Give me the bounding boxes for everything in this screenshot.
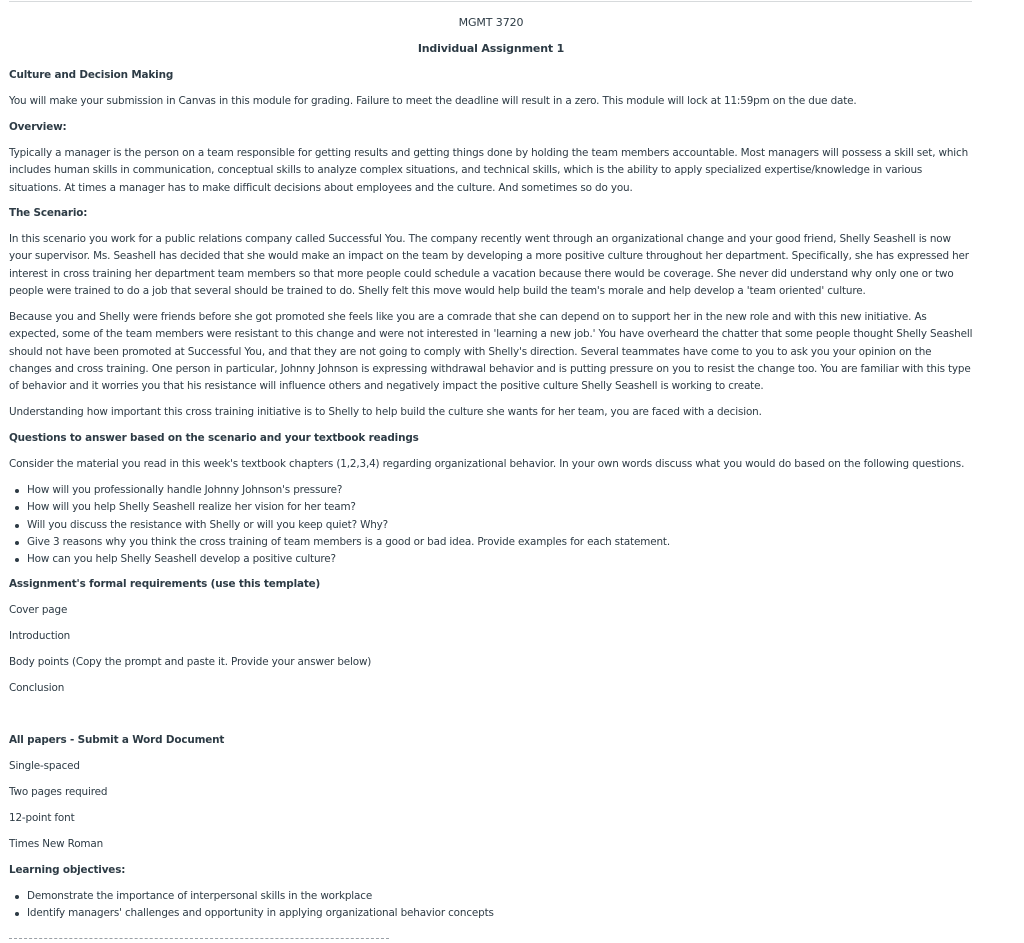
scenario-paragraph-1: In this scenario you work for a public relations company called Successful You. The company recently went through an organizational change and your good friend, Shelly Seashell is now your supervisor. Ms. Seashell has decided that she would make an impact on the team by developing a more positive culture throughout her department. Specifically, she has expressed her interest in cross training her department team members so that more people could schedule a vacation because there would be coverage. She never did understand why only one or two people were trained to do a job that several should be trained to do. Shelly felt this move would help build the team's morale and help develop a 'team oriented' culture. <box>9 233 969 297</box>
paper-spec-item: Two pages required <box>9 786 108 798</box>
requirement-item: Conclusion <box>9 682 65 694</box>
scenario-heading: The Scenario: <box>9 207 88 219</box>
overview-heading: Overview: <box>9 121 67 133</box>
culture-heading: Culture and Decision Making <box>9 69 174 81</box>
list-item: Demonstrate the importance of interpersonal skills in the workplace <box>9 888 973 905</box>
bottom-dashed-divider <box>9 938 389 939</box>
requirement-item: Introduction <box>9 630 71 642</box>
list-item: How will you professionally handle Johnny Johnson's pressure? <box>9 482 973 499</box>
bullet-icon <box>15 489 19 493</box>
top-divider <box>9 1 972 2</box>
list-item: Give 3 reasons why you think the cross training of team members is a good or bad idea. Provide examples for each statement. <box>9 534 973 551</box>
requirement-item: Body points (Copy the prompt and paste it. Provide your answer below) <box>9 656 372 668</box>
bullet-icon <box>15 558 19 562</box>
paper-spec-item: Times New Roman <box>9 838 104 850</box>
paper-spec-item: Single-spaced <box>9 760 80 772</box>
paper-spec-item: 12-point font <box>9 812 75 824</box>
list-item: How will you help Shelly Seashell realize her vision for her team? <box>9 499 973 516</box>
requirements-heading: Assignment's formal requirements (use this template) <box>9 578 321 590</box>
questions-list <box>9 482 973 568</box>
scenario-paragraph-2: Because you and Shelly were friends before she got promoted she feels like you are a comrade that she can depend on to support her in the new role and with this new initiative. As expected, some of the team members were resistant to this change and were not interested in 'learning a new job.' You have overheard the chatter that some people thought Shelly Seashell should not have been promoted at Successful You, and that they are not going to comply with Shelly's direction. Several teammates have come to you to ask you your opinion on the changes and cross training. One person in particular, Johnny Johnson is expressing withdrawal behavior and is putting pressure on you to resist the change too. You are familiar with this type of behavior and it worries you that his resistance will influence others and negatively impact the positive culture Shelly Seashell is working to create. <box>9 311 973 393</box>
bullet-icon <box>15 524 19 528</box>
list-item: How can you help Shelly Seashell develop a positive culture? <box>9 551 973 568</box>
bullet-icon <box>15 895 19 899</box>
bullet-icon <box>15 912 19 916</box>
objectives-heading: Learning objectives: <box>9 864 126 876</box>
requirement-item: Cover page <box>9 604 68 616</box>
list-item: Will you discuss the resistance with Shelly or will you keep quiet? Why? <box>9 517 973 534</box>
bullet-icon <box>15 506 19 510</box>
list-item: Identify managers' challenges and opportunity in applying organizational behavior concepts <box>9 905 973 922</box>
overview-text: Typically a manager is the person on a team responsible for getting results and getting things done by holding the team members accountable. Most managers will possess a skill set, which includes human skills in communication, conceptual skills to analyze complex situations, and technical skills, which is the ability to apply specialized expertise/knowledge in various situations. At times a manager has to make difficult decisions about employees and the culture. And sometimes so do you. <box>9 147 969 194</box>
submission-text: You will make your submission in Canvas in this module for grading. Failure to meet the deadline will result in a zero. This module will lock at 11:59pm on the due date. <box>9 95 857 107</box>
scenario-paragraph-3: Understanding how important this cross training initiative is to Shelly to help build the culture she wants for her team, you are faced with a decision. <box>9 406 762 418</box>
course-code: MGMT 3720 <box>458 16 524 29</box>
objectives-list <box>9 888 973 923</box>
questions-intro: Consider the material you read in this week's textbook chapters (1,2,3,4) regarding organizational behavior. In your own words discuss what you would do based on the following questions. <box>9 458 965 470</box>
bullet-icon <box>15 541 19 545</box>
assignment-title: Individual Assignment 1 <box>417 42 565 55</box>
questions-heading: Questions to answer based on the scenario and your textbook readings <box>9 432 419 444</box>
papers-heading: All papers - Submit a Word Document <box>9 734 225 746</box>
